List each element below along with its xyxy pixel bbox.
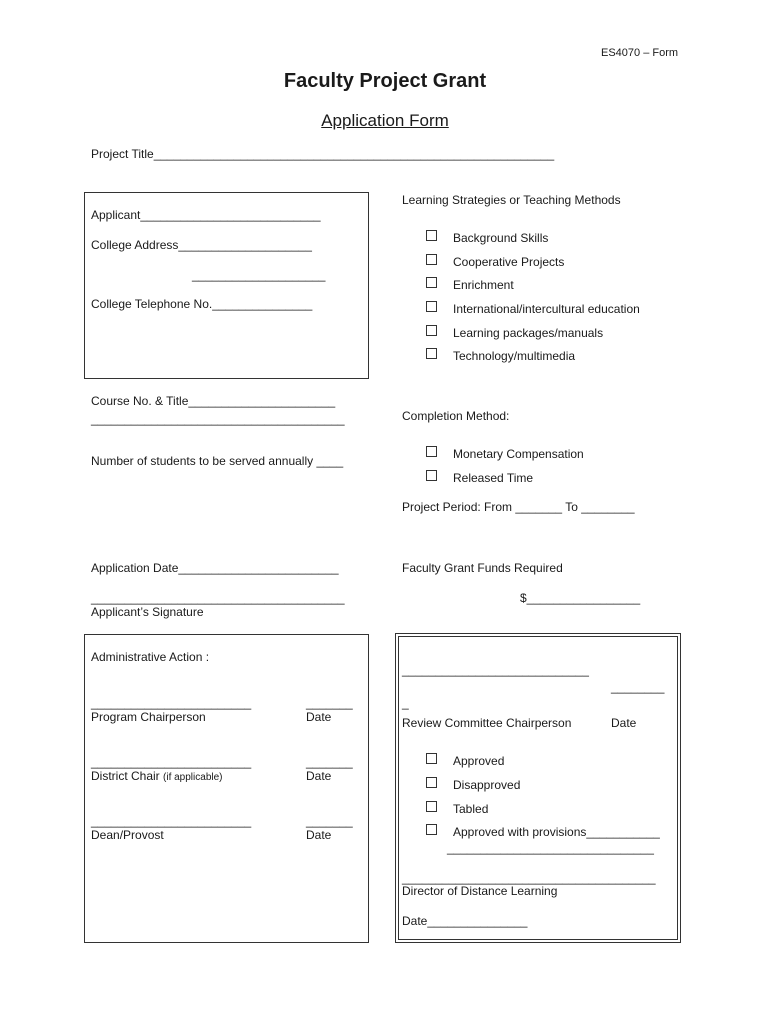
director-label: Director of Distance Learning <box>402 884 558 898</box>
college-address-field[interactable]: College Address____________________ <box>91 238 312 252</box>
checkbox[interactable] <box>426 348 437 359</box>
program-chair-sign-line[interactable]: ________________________ <box>91 696 252 710</box>
checkbox[interactable] <box>426 446 437 457</box>
district-chair-note: (if applicable) <box>163 772 223 783</box>
admin-heading: Administrative Action : <box>91 650 210 664</box>
students-field[interactable]: Number of students to be served annually ____ <box>91 454 344 468</box>
form-subtitle: Application Form <box>321 111 449 130</box>
review-option-label: Approved <box>453 754 505 768</box>
applicant-field[interactable]: Applicant___________________________ <box>91 208 321 222</box>
review-chair-date-line[interactable]: ________ <box>611 680 665 694</box>
course-field[interactable]: Course No. & Title______________________ <box>91 394 336 408</box>
district-chair-sign-line[interactable]: ________________________ <box>91 755 252 769</box>
form-code: ES4070 – Form <box>601 47 679 59</box>
checkbox[interactable] <box>426 824 437 835</box>
checkbox[interactable] <box>426 301 437 312</box>
learning-option-label: International/intercultural education <box>453 302 640 316</box>
learning-option-label: Cooperative Projects <box>453 255 565 269</box>
checkbox[interactable] <box>426 470 437 481</box>
college-address-line2[interactable]: ____________________ <box>192 268 326 282</box>
district-chair-date-label: Date <box>306 769 332 783</box>
learning-option-label: Background Skills <box>453 231 549 245</box>
dean-date-label: Date <box>306 828 332 842</box>
application-date-field[interactable]: Application Date________________________ <box>91 561 339 575</box>
review-chair-date-label: Date <box>611 716 637 730</box>
admin-box <box>84 634 369 943</box>
review-chair-sign-line[interactable]: ____________________________ <box>402 663 589 677</box>
learning-option-label: Enrichment <box>453 278 514 292</box>
completion-option-label: Released Time <box>453 471 534 485</box>
dean-sign-line[interactable]: ________________________ <box>91 814 252 828</box>
review-chair-line-tail: _ <box>402 696 409 710</box>
dean-date-line[interactable]: _______ <box>306 814 353 828</box>
review-option-label: Approved with provisions___________ <box>453 825 660 839</box>
learning-heading: Learning Strategies or Teaching Methods <box>402 193 621 207</box>
checkbox[interactable] <box>426 777 437 788</box>
signature-label: Applicant’s Signature <box>91 605 204 619</box>
learning-option-label: Learning packages/manuals <box>453 326 604 340</box>
director-sign-line[interactable]: ______________________________________ <box>402 871 656 885</box>
review-option-label: Disapproved <box>453 778 521 792</box>
district-chair-date-line[interactable]: _______ <box>306 755 353 769</box>
funds-label: Faculty Grant Funds Required <box>402 561 563 575</box>
checkbox[interactable] <box>426 230 437 241</box>
funds-amount-field[interactable]: $_________________ <box>520 591 641 605</box>
director-date-field[interactable]: Date_______________ <box>402 914 528 928</box>
program-chair-label: Program Chairperson <box>91 710 206 724</box>
district-chair-text: District Chair <box>91 769 160 783</box>
checkbox[interactable] <box>426 325 437 336</box>
review-option-label: Tabled <box>453 802 489 816</box>
checkbox[interactable] <box>426 277 437 288</box>
review-chair-label: Review Committee Chairperson <box>402 716 572 730</box>
checkbox[interactable] <box>426 753 437 764</box>
program-chair-date-line[interactable]: _______ <box>306 696 353 710</box>
checkbox[interactable] <box>426 254 437 265</box>
dean-label: Dean/Provost <box>91 828 164 842</box>
provisions-line[interactable]: _______________________________ <box>447 841 654 855</box>
form-title: Faculty Project Grant <box>283 70 487 92</box>
district-chair-label <box>91 769 223 783</box>
program-chair-date-label: Date <box>306 710 332 724</box>
learning-option-label: Technology/multimedia <box>453 349 576 363</box>
course-field-line2[interactable]: ______________________________________ <box>91 412 345 426</box>
completion-heading: Completion Method: <box>402 409 510 423</box>
project-title-field[interactable]: Project Title____________________________________________________________ <box>91 147 555 161</box>
checkbox[interactable] <box>426 801 437 812</box>
project-period-field[interactable]: Project Period: From _______ To ________ <box>402 500 635 514</box>
college-telephone-field[interactable]: College Telephone No._______________ <box>91 297 313 311</box>
signature-line[interactable]: ______________________________________ <box>91 591 345 605</box>
completion-option-label: Monetary Compensation <box>453 447 584 461</box>
